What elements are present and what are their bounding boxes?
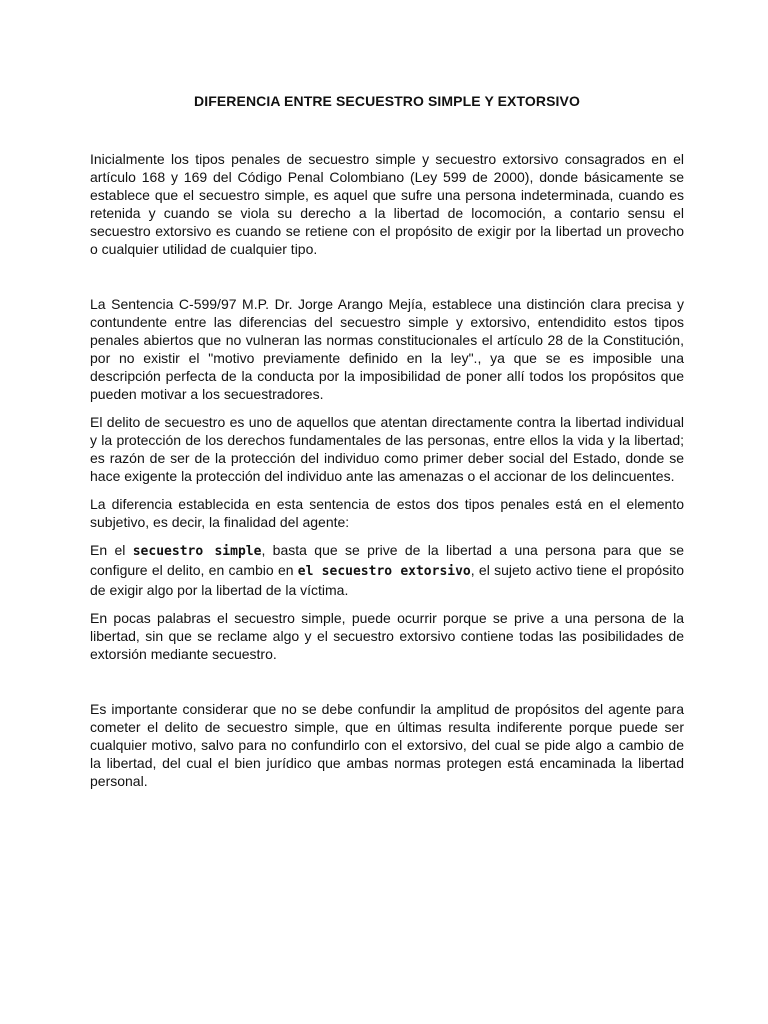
term-secuestro-simple: secuestro simple	[132, 544, 262, 559]
paragraph-intro: Inicialmente los tipos penales de secuestro simple y secuestro extorsivo consagrados en el artículo 168 y 169 del Código Penal Colombiano (Ley 599 de 2000), donde básicamente se establece que el secuestro simple, es aquel que sufre una persona indeterminada, cuando es retenida y cuando se viola su derecho a la libertad de locomoción, a contario sensu el secuestro extorsivo es cuando se retiene con el propósito de exigir por la libertad un provecho o cualquier utilidad de cualquier tipo.	[90, 151, 684, 257]
paragraph-comparison-text-1: En el	[90, 542, 133, 558]
paragraph-summary: En pocas palabras el secuestro simple, puede ocurrir porque se prive a una persona de la libertad, sin que se reclame algo y el secuestro extorsivo contiene todas las posibilidades de extorsión mediante secuestro.	[90, 610, 684, 662]
document-title: DIFERENCIA ENTRE SECUESTRO SIMPLE Y EXTORSIVO	[194, 93, 580, 109]
paragraph-sentencia: La Sentencia C-599/97 M.P. Dr. Jorge Arango Mejía, establece una distinción clara precisa y contundente entre las diferencias del secuestro simple y extorsivo, entendidito estos tipos penales abiertos que no vulneran las normas constitucionales el artículo 28 de la Constitución, por no existir el "motivo previamente definido en la ley"., ya que se es imposible una descripción perfecta de la conducta por la imposibilidad de poner allí todos los propósitos que pueden motivar a los secuestradores.	[90, 296, 684, 402]
paragraph-delito: El delito de secuestro es uno de aquellos que atentan directamente contra la libertad individual y la protección de los derechos fundamentales de las personas, entre ellos la vida y la libertad; es razón de ser de la protección del individuo como primer deber social del Estado, donde se hace exigente la protección del individuo ante las amenazas o el accionar de los delincuentes.	[90, 414, 684, 484]
paragraph-diferencia: La diferencia establecida en esta sentencia de estos dos tipos penales está en el elemento subjetivo, es decir, la finalidad del agente:	[90, 496, 684, 530]
paragraph-comparison	[90, 541, 684, 599]
paragraph-comparison-text-2: , basta que se prive de la libertad a una persona para que se configure el delito, en cambio en	[90, 542, 684, 578]
term-secuestro-extorsivo: el secuestro extorsivo	[297, 564, 471, 579]
paragraph-conclusion: Es importante considerar que no se debe confundir la amplitud de propósitos del agente para cometer el delito de secuestro simple, que en últimas resulta indiferente porque puede ser cualquier motivo, salvo para no confundirlo con el extorsivo, del cual se pide algo a cambio de la libertad, del cual el bien jurídico que ambas normas protegen está encaminada la libertad personal.	[90, 701, 684, 789]
document-page	[90, 92, 684, 790]
paragraph-comparison-text-3: , el sujeto activo tiene el propósito de exigir algo por la libertad de la víctima.	[90, 562, 684, 598]
